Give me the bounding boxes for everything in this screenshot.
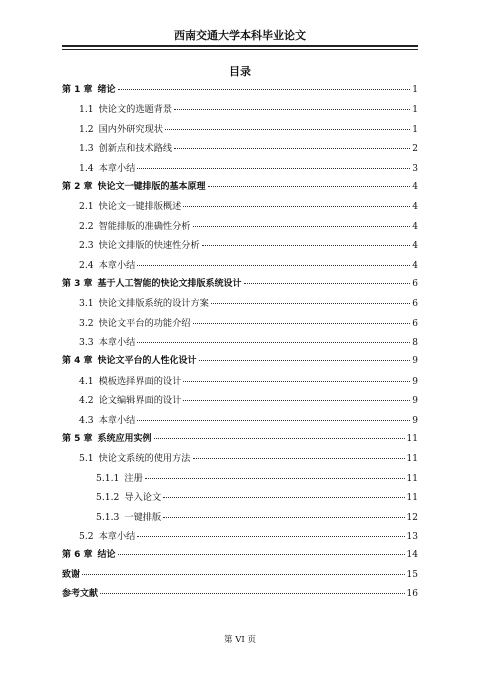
dot-leader [193,323,411,324]
toc-entry-text: 快论文排版系统的设计方案 [98,298,209,310]
running-header: 西南交通大学本科毕业论文 [174,29,306,42]
toc-entry-number: 1.2 [79,123,94,135]
toc-entry-label [62,179,206,192]
toc-entry-label [79,237,200,251]
toc-entry-text: 参考文献 [62,589,99,600]
dot-leader [174,148,410,149]
dot-leader [137,342,410,343]
toc-entry-number: 3.1 [79,298,94,310]
header-rule [62,45,418,50]
toc-entry-label [79,160,135,174]
toc-entry-text: 基于人工智能的快论文排版系统设计 [97,278,242,289]
toc-entry-number: 2.4 [79,259,94,271]
toc-entry-label [96,489,161,503]
toc-entry-label [62,586,98,599]
toc-entry-text: 一键排版 [124,511,162,523]
toc-entry-number: 第 2 章 [62,181,93,192]
toc-entry-page: 6 [412,318,418,329]
toc-entry-page: 1 [412,105,418,116]
toc-entry-text: 结论 [97,550,116,561]
toc-section-entry[interactable] [62,160,418,179]
toc-entry-label [62,567,80,580]
dot-leader [100,593,405,594]
toc-chapter-entry[interactable] [62,353,418,372]
toc-entry-page: 16 [406,589,418,600]
toc-entry-page: 4 [412,181,418,192]
toc-section-entry[interactable] [62,315,418,334]
dot-leader [137,536,404,537]
toc-entry-page: 4 [412,260,418,271]
toc-entry-text: 快论文平台的人性化设计 [97,356,197,367]
toc-entry-number: 第 3 章 [62,278,93,289]
toc-entry-number: 2.3 [79,240,94,252]
dot-leader [163,517,404,518]
toc-section-entry[interactable] [62,140,418,159]
toc-entry-text: 国内外研究现状 [98,123,163,135]
toc-entry-text: 创新点和技术路线 [98,143,173,155]
toc-entry-label [62,82,116,95]
toc-entry-text: 快论文一键排版概述 [98,201,182,213]
dot-leader [137,420,410,421]
dot-leader [199,360,411,361]
toc-section-entry[interactable] [62,295,418,314]
toc-entry-page: 6 [412,278,418,289]
toc-entry-label [62,276,242,289]
toc-entry-number: 4.2 [79,395,94,407]
toc-chapter-entry[interactable] [62,276,418,295]
toc-entry-number: 4.3 [79,414,94,426]
toc-section-entry[interactable] [62,489,418,508]
toc-entry-number: 第 6 章 [62,550,93,561]
dot-leader [82,574,405,575]
toc-entry-page: 11 [406,454,418,465]
toc-entry-page: 9 [412,356,418,367]
toc-entry-number: 3.3 [79,337,94,349]
toc-entry-text: 本章小结 [98,259,136,271]
toc-section-entry[interactable] [62,450,418,469]
toc-entry-label [79,140,172,154]
toc-entry-text: 快论文排版的快速性分析 [98,240,200,252]
toc-entry-label [79,257,135,271]
toc-chapter-entry[interactable] [62,431,418,450]
toc-entry-page: 1 [412,124,418,135]
toc-entry-label [79,528,135,542]
toc-section-entry[interactable] [62,121,418,140]
toc-entry-label [79,198,181,212]
toc-section-entry[interactable] [62,198,418,217]
toc-entry-text: 快论文平台的功能介绍 [98,317,191,329]
toc-entry-page: 12 [406,512,418,523]
toc-section-entry[interactable] [62,509,418,528]
toc-section-entry[interactable] [62,237,418,256]
toc-entry-label [79,392,181,406]
toc-entry-text: 智能排版的准确性分析 [98,220,191,232]
toc-chapter-entry[interactable] [62,179,418,198]
toc-title: 目录 [229,65,251,78]
toc-entry-text: 导入论文 [124,492,162,504]
toc-entry-text: 快论文一键排版的基本原理 [97,181,206,192]
toc-entry-text: 致谢 [62,569,81,580]
toc-entry-label [79,121,163,135]
toc-entry-text: 注册 [124,472,143,484]
toc-entry-number: 5.1.1 [96,472,120,484]
toc-entry-page: 4 [412,202,418,213]
page-number-footer: 第 VI 页 [224,635,256,645]
toc-entry-text: 模板选择界面的设计 [98,375,182,387]
dot-leader [193,458,405,459]
dot-leader [183,381,410,382]
toc-entry-page: 11 [406,473,418,484]
toc-entry-text: 本章小结 [98,162,136,174]
toc-section-entry[interactable] [62,470,418,489]
toc-entry-number: 2.1 [79,201,94,213]
toc-entry-page: 9 [412,376,418,387]
toc-entry-number: 3.2 [79,317,94,329]
toc-entry-page: 9 [412,415,418,426]
toc-entry-number: 5.1.3 [96,511,120,523]
toc-entry-number: 2.2 [79,220,94,232]
toc-section-entry[interactable] [62,392,418,411]
toc-entry-text: 本章小结 [98,337,136,349]
dot-leader [183,206,410,207]
toc-entry-page: 11 [406,434,418,445]
toc-section-entry[interactable] [62,412,418,431]
dot-leader [163,497,404,498]
toc-entry-page: 1 [412,85,418,95]
dot-leader [118,554,405,555]
toc-entry-text: 论文编辑界面的设计 [98,395,182,407]
table-of-contents [62,82,418,606]
toc-chapter-entry[interactable] [62,82,418,101]
dot-leader [193,226,411,227]
toc-entry-number: 1.3 [79,143,94,155]
toc-section-entry[interactable] [62,101,418,120]
toc-section-entry[interactable] [62,218,418,237]
toc-entry-page: 2 [412,144,418,155]
dot-leader [174,109,410,110]
toc-chapter-entry[interactable] [62,547,418,566]
toc-entry-page: 4 [412,241,418,252]
toc-section-entry[interactable] [62,257,418,276]
toc-entry-label [62,431,152,444]
dot-leader [244,283,411,284]
toc-entry-page: 14 [406,550,418,561]
dot-leader [183,400,410,401]
toc-entry-label [96,509,161,523]
toc-entry-number: 1.4 [79,162,94,174]
toc-entry-number: 第 5 章 [62,434,93,445]
toc-entry-label [79,295,209,309]
toc-chapter-entry[interactable] [62,586,418,605]
toc-entry-text: 本章小结 [98,530,136,542]
toc-entry-number: 5.1.2 [96,492,120,504]
toc-entry-page: 11 [406,493,418,504]
dot-leader [211,303,410,304]
toc-entry-label [79,218,191,232]
toc-entry-number: 第 4 章 [62,356,93,367]
toc-entry-label [62,353,197,366]
toc-entry-text: 快论文系统的使用方法 [98,453,191,465]
dot-leader [154,438,405,439]
dot-leader [145,478,405,479]
toc-entry-page: 3 [412,163,418,174]
toc-entry-number: 5.1 [79,453,94,465]
toc-entry-page: 15 [406,569,418,580]
toc-entry-label [79,412,135,426]
toc-chapter-entry[interactable] [62,567,418,586]
toc-entry-label [79,450,191,464]
toc-entry-text: 系统应用实例 [97,434,152,445]
toc-entry-label [96,470,143,484]
toc-entry-label [79,315,191,329]
toc-entry-page: 8 [412,338,418,349]
toc-entry-page: 4 [412,221,418,232]
toc-entry-text: 绪论 [97,85,116,95]
toc-entry-label [79,373,181,387]
toc-section-entry[interactable] [62,334,418,353]
toc-entry-label [79,101,172,115]
toc-entry-number: 5.2 [79,530,94,542]
toc-entry-page: 9 [412,396,418,407]
dot-leader [202,245,411,246]
dot-leader [137,168,410,169]
toc-entry-page: 6 [412,299,418,310]
toc-entry-text: 快论文的选题背景 [98,104,173,116]
dot-leader [208,186,411,187]
dot-leader [137,265,410,266]
toc-entry-label [79,334,135,348]
toc-section-entry[interactable] [62,528,418,547]
toc-entry-page: 13 [406,531,418,542]
toc-section-entry[interactable] [62,373,418,392]
toc-entry-number: 4.1 [79,375,94,387]
toc-entry-text: 本章小结 [98,414,136,426]
toc-entry-number: 第 1 章 [62,85,93,95]
toc-entry-number: 1.1 [79,104,94,116]
dot-leader [118,89,411,90]
toc-entry-label [62,547,116,560]
dot-leader [165,129,410,130]
